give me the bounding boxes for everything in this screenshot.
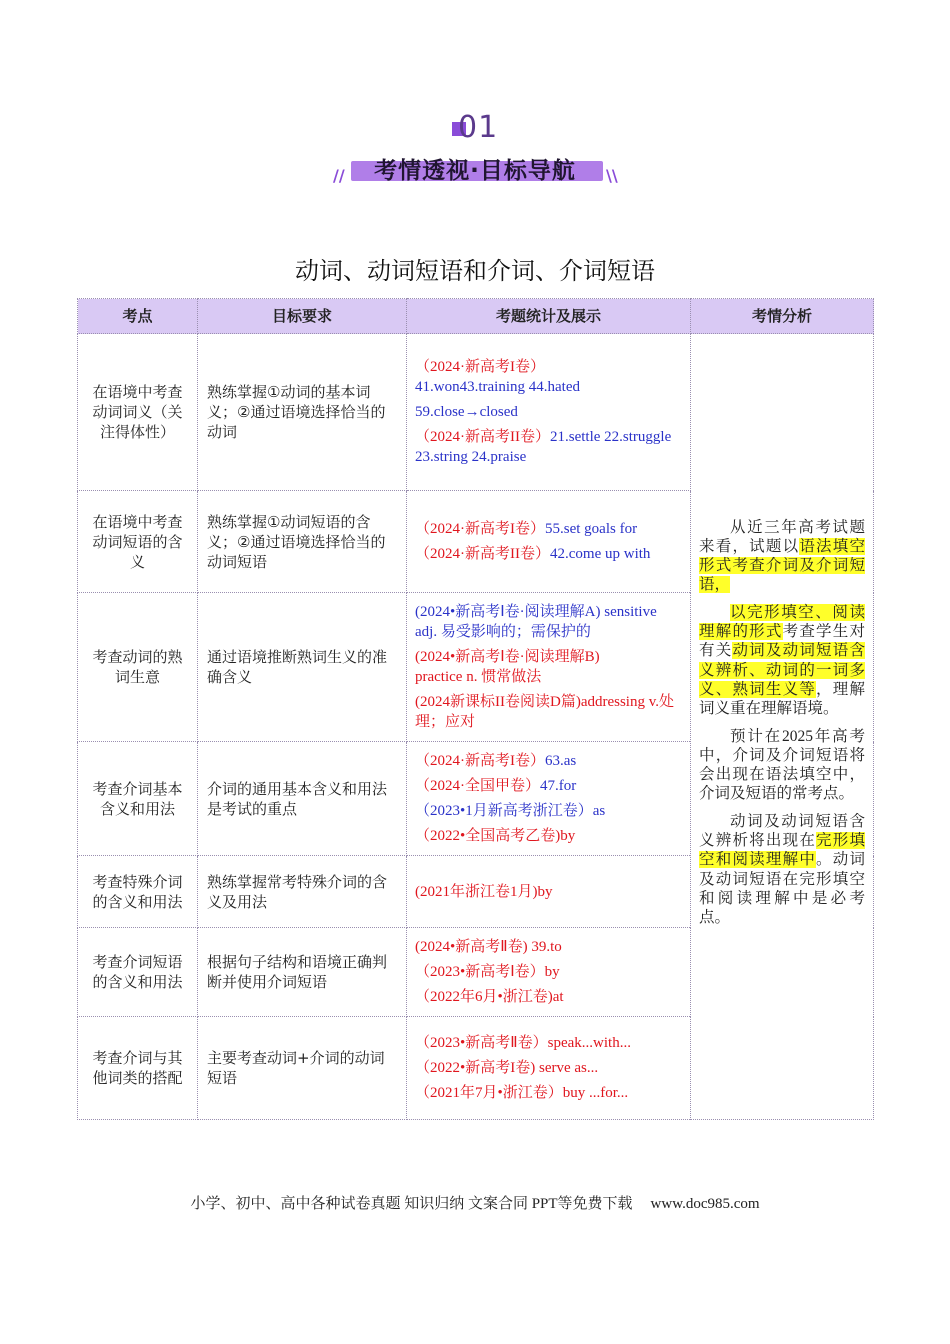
row-point: 考查动词的熟词生意 (78, 593, 198, 742)
stat-answers: 47.for (540, 778, 577, 794)
stat-answers: 63.as (545, 753, 577, 769)
section-number: 01 (458, 110, 499, 145)
row-stats (407, 334, 691, 491)
row-stats (407, 856, 691, 928)
stat-answers: 42.come up with (550, 546, 651, 562)
row-stats (407, 491, 691, 593)
stat-entry: （2022•新高考I卷) serve as... (415, 1060, 599, 1076)
stat-entry: （2021年7月•浙江卷）buy ...for... (415, 1085, 629, 1101)
row-goal: 介词的通用基本含义和用法是考试的重点 (198, 742, 407, 856)
section-title: 考情透视·目标导航 (374, 158, 576, 184)
footer-link[interactable]: www.doc985.com (650, 1196, 760, 1212)
row-stats (407, 928, 691, 1017)
row-goal: 通过语境推断熟词生义的准确含义 (198, 593, 407, 742)
row-point: 在语境中考查动词词义（关注得体性） (78, 334, 198, 491)
stat-entry: （2023•新高考Ⅱ卷）speak...with... (415, 1035, 631, 1051)
header-analysis: 考情分析 (691, 299, 874, 334)
stat-answers: 21.settle 22.struggle 23.string 24.praise (415, 429, 672, 465)
highlighted-text: 完形填空和阅读理解中 (699, 831, 865, 869)
table-row (78, 334, 874, 491)
row-point: 考查特殊介词的含义和用法 (78, 856, 198, 928)
row-stats (407, 742, 691, 856)
page-footer (0, 1192, 950, 1213)
analysis-text: ，理解词义重在理解语境。 (699, 680, 865, 718)
header-point: 考点 (78, 299, 198, 334)
right-slashes: \\ (606, 166, 618, 185)
stat-answers: as (592, 803, 606, 819)
row-goal: 熟练掌握①动词短语的含义；②通过语境选择恰当的动词短语 (198, 491, 407, 593)
stat-entry: (2024•新高考Ⅰ卷·阅读理解A) sensitive adj. 易受影响的；需保护的 (415, 604, 657, 640)
row-point: 考查介词与其他词类的搭配 (78, 1017, 198, 1120)
left-slashes: // (333, 166, 345, 185)
section-banner (0, 108, 950, 198)
analysis-text: 从近三年高考试题来看，试题以 (699, 518, 865, 555)
row-goal: 熟练掌握常考特殊介词的含义及用法 (198, 856, 407, 928)
highlighted-text: 动词及动词短语含义辨析、动词的一词多义、熟词生义等 (699, 642, 865, 698)
row-goal: 主要考查动词+介词的动词短语 (198, 1017, 407, 1120)
analysis-text: 考查学生对有关 (699, 623, 865, 660)
table-header-row (78, 299, 874, 334)
stat-entry: （2023•新高考Ⅰ卷）by (415, 964, 560, 980)
stat-entry: （2022•全国高考乙卷)by (415, 828, 576, 844)
stat-answers: 41.won43.training 44.hated (415, 379, 580, 395)
analysis-text: 。动词及动词短语在完形填空和阅读理解中是必考点。 (699, 851, 865, 927)
stat-source: （2024·全国甲卷） (415, 778, 540, 794)
header-stats: 考题统计及展示 (407, 299, 691, 334)
analysis-text: 动词及动词短语含义辨析将出现在 (699, 812, 865, 849)
highlighted-text: 以完形填空、阅读理解的形式 (699, 603, 865, 641)
stat-entry: (2024新课标II卷阅读D篇)addressing v.处理；应对 (415, 694, 674, 730)
row-point: 考查介词短语的含义和用法 (78, 928, 198, 1017)
row-point: 在语境中考查动词短语的含义 (78, 491, 198, 593)
stat-source: （2024·新高考I卷） (415, 521, 545, 537)
stat-source: （2024·新高考I卷） (415, 753, 545, 769)
row-goal: 熟练掌握①动词的基本词义；②通过语境选择恰当的动词 (198, 334, 407, 491)
row-point: 考查介词基本含义和用法 (78, 742, 198, 856)
analysis-text: 预计在2025年高考中，介词及介词短语将会出现在语法填空中，介词及短语的常考点。 (699, 727, 865, 803)
highlighted-text: 语法填空形式考查介词及介词短语， (699, 537, 865, 594)
stat-answers: practice n. 惯常做法 (415, 669, 542, 685)
stat-source: （2023•1月新高考浙江卷） (415, 803, 593, 819)
row-stats (407, 1017, 691, 1120)
header-goal: 目标要求 (198, 299, 407, 334)
row-goal: 根据句子结构和语境正确判断并使用介词短语 (198, 928, 407, 1017)
stat-source: （2024·新高考II卷） (415, 546, 550, 562)
footer-text: 小学、初中、高中各种试卷真题 知识归纳 文案合同 PPT等免费下载 (190, 1196, 633, 1212)
stat-source: （2024·新高考II卷） (415, 429, 550, 445)
stat-answers: 55.set goals for (545, 521, 638, 537)
stat-source: （2024·新高考I卷） (415, 359, 545, 375)
document-title: 动词、动词短语和介词、介词短语 (295, 257, 655, 285)
stat-entry: (2024•新高考Ⅱ卷) 39.to (415, 939, 562, 955)
stat-entry: （2022年6月•浙江卷)at (415, 989, 564, 1005)
stat-entry: (2021年浙江卷1月)by (415, 883, 553, 900)
row-stats (407, 593, 691, 742)
stat-source: (2024•新高考Ⅰ卷·阅读理解B) (415, 649, 600, 665)
exam-analysis-table (77, 298, 874, 1120)
analysis-cell (691, 334, 874, 1120)
stat-answers: 59.close→closed (415, 404, 518, 420)
